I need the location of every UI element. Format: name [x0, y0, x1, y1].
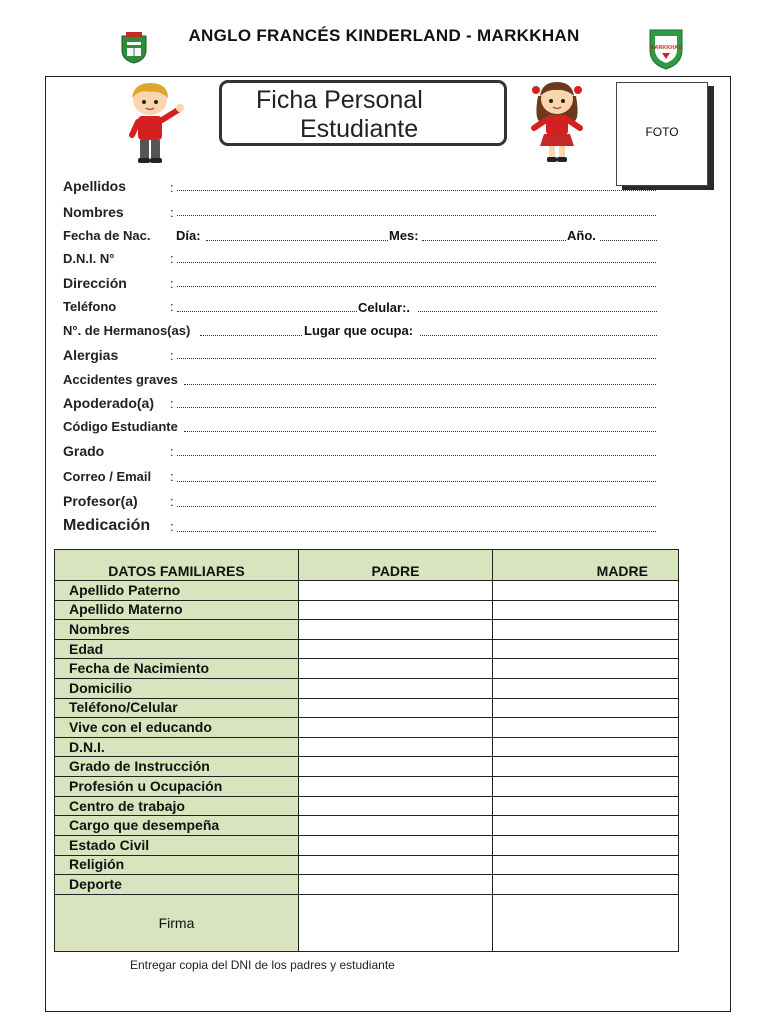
girl-student-illustration — [524, 78, 590, 164]
label-codigo: Código Estudiante — [63, 419, 178, 434]
madre-cell[interactable] — [493, 679, 679, 699]
telefono-input-line[interactable] — [177, 311, 357, 312]
madre-cell[interactable] — [493, 816, 679, 836]
padre-cell[interactable] — [299, 639, 493, 659]
apellidos-input-line[interactable] — [177, 190, 656, 191]
padre-cell[interactable] — [299, 796, 493, 816]
colon: : — [170, 299, 174, 314]
header-madre: MADRE — [493, 550, 679, 581]
header-padre: PADRE — [299, 550, 493, 581]
padre-cell[interactable] — [299, 620, 493, 640]
row-label: Centro de trabajo — [55, 796, 299, 816]
table-row — [55, 816, 679, 836]
table-row — [55, 855, 679, 875]
school-name: ANGLO FRANCÉS KINDERLAND - MARKKHAN — [188, 26, 580, 45]
boy-student-illustration — [120, 80, 190, 166]
table-row — [55, 659, 679, 679]
anio-input-line[interactable] — [600, 240, 657, 241]
label-apoderado: Apoderado(a) — [63, 395, 154, 411]
padre-cell[interactable] — [299, 737, 493, 757]
colon: : — [170, 396, 174, 411]
row-label: Deporte — [55, 875, 299, 895]
label-profesor: Profesor(a) — [63, 493, 138, 509]
row-label: Nombres — [55, 620, 299, 640]
row-label: Apellido Paterno — [55, 581, 299, 601]
padre-cell[interactable] — [299, 816, 493, 836]
markkhan-seal-icon — [648, 26, 684, 70]
header-datos-familiares: DATOS FAMILIARES — [55, 550, 299, 581]
table-row — [55, 757, 679, 777]
accidentes-input-line[interactable] — [184, 384, 656, 385]
photo-label: FOTO — [645, 125, 679, 139]
grado-input-line[interactable] — [177, 455, 656, 456]
label-accidentes: Accidentes graves — [63, 372, 178, 387]
signature-row — [55, 894, 679, 951]
madre-cell[interactable] — [493, 659, 679, 679]
row-label: Fecha de Nacimiento — [55, 659, 299, 679]
profesor-input-line[interactable] — [177, 506, 656, 507]
padre-cell[interactable] — [299, 581, 493, 601]
row-label: Grado de Instrucción — [55, 757, 299, 777]
label-grado: Grado — [63, 443, 105, 459]
table-row — [55, 698, 679, 718]
codigo-input-line[interactable] — [184, 431, 656, 432]
row-label: Apellido Materno — [55, 600, 299, 620]
padre-cell[interactable] — [299, 855, 493, 875]
row-label: Profesión u Ocupación — [55, 777, 299, 797]
nombres-input-line[interactable] — [177, 215, 656, 216]
madre-cell[interactable] — [493, 600, 679, 620]
label-anio: Año. — [567, 228, 596, 243]
padre-cell[interactable] — [299, 718, 493, 738]
colon: : — [170, 444, 174, 459]
row-label: Teléfono/Celular — [55, 698, 299, 718]
lugar-ocupa-input-line[interactable] — [420, 335, 657, 336]
label-nombres: Nombres — [63, 204, 124, 220]
colon: : — [170, 251, 174, 266]
padre-cell[interactable] — [299, 835, 493, 855]
table-row — [55, 777, 679, 797]
label-dni: D.N.I. N° — [63, 251, 115, 266]
medicacion-input-line[interactable] — [177, 531, 656, 532]
label-fecha-nac: Fecha de Nac. — [63, 228, 151, 243]
colon: : — [170, 519, 174, 534]
celular-input-line[interactable] — [418, 311, 657, 312]
madre-cell[interactable] — [493, 639, 679, 659]
table-header-row — [55, 550, 679, 581]
table-row — [55, 581, 679, 601]
hermanos-input-line[interactable] — [200, 335, 302, 336]
footer-note: Entregar copia del DNI de los padres y estudiante — [130, 958, 395, 972]
colon: : — [170, 469, 174, 484]
signature-label: Firma — [55, 894, 299, 951]
table-row — [55, 639, 679, 659]
row-label: Edad — [55, 639, 299, 659]
table-row — [55, 718, 679, 738]
row-label: D.N.I. — [55, 737, 299, 757]
padre-cell[interactable] — [299, 679, 493, 699]
madre-cell[interactable] — [493, 718, 679, 738]
label-direccion: Dirección — [63, 275, 127, 291]
madre-cell[interactable] — [493, 581, 679, 601]
dia-input-line[interactable] — [206, 240, 388, 241]
madre-signature-cell[interactable] — [493, 894, 679, 951]
label-telefono: Teléfono — [63, 299, 117, 314]
label-lugar-ocupa: Lugar que ocupa: — [304, 323, 414, 338]
direccion-input-line[interactable] — [177, 286, 656, 287]
seal-lettering: MARKKHAN — [649, 45, 683, 51]
label-celular: Celular:. — [358, 300, 411, 315]
padre-cell[interactable] — [299, 875, 493, 895]
correo-input-line[interactable] — [177, 481, 656, 482]
padre-cell[interactable] — [299, 698, 493, 718]
table-row — [55, 620, 679, 640]
table-row — [55, 796, 679, 816]
table-row — [55, 875, 679, 895]
colon: : — [170, 494, 174, 509]
colon: : — [170, 180, 174, 195]
padre-cell[interactable] — [299, 757, 493, 777]
colon: : — [170, 276, 174, 291]
row-label: Religión — [55, 855, 299, 875]
table-row — [55, 737, 679, 757]
row-label: Domicilio — [55, 679, 299, 699]
label-mes: Mes: — [389, 228, 419, 243]
apoderado-input-line[interactable] — [177, 407, 656, 408]
dni-input-line[interactable] — [177, 262, 656, 263]
madre-cell[interactable] — [493, 757, 679, 777]
label-dia: Día: — [176, 228, 201, 243]
row-label: Vive con el educando — [55, 718, 299, 738]
label-alergias: Alergias — [63, 347, 119, 363]
form-title-box — [219, 80, 507, 146]
padre-cell[interactable] — [299, 659, 493, 679]
colon: : — [170, 205, 174, 220]
alergias-input-line[interactable] — [177, 358, 656, 359]
photo-box — [616, 82, 708, 186]
padre-cell[interactable] — [299, 777, 493, 797]
padre-signature-cell[interactable] — [299, 894, 493, 951]
family-table-body — [55, 581, 679, 952]
madre-cell[interactable] — [493, 620, 679, 640]
colon: : — [170, 348, 174, 363]
row-label: Estado Civil — [55, 835, 299, 855]
table-row — [55, 679, 679, 699]
padre-cell[interactable] — [299, 600, 493, 620]
madre-cell[interactable] — [493, 777, 679, 797]
madre-cell[interactable] — [493, 835, 679, 855]
mes-input-line[interactable] — [422, 240, 566, 241]
form-title-line1: Ficha Personal — [256, 86, 423, 114]
madre-cell[interactable] — [493, 737, 679, 757]
madre-cell[interactable] — [493, 796, 679, 816]
row-label: Cargo que desempeña — [55, 816, 299, 836]
label-hermanos: N°. de Hermanos(as) — [63, 323, 191, 338]
label-medicacion: Medicación — [63, 517, 151, 534]
table-row — [55, 835, 679, 855]
label-correo: Correo / Email — [63, 469, 152, 484]
madre-cell[interactable] — [493, 855, 679, 875]
form-title-line2: Estudiante — [300, 115, 419, 143]
table-row — [55, 600, 679, 620]
madre-cell[interactable] — [493, 875, 679, 895]
label-apellidos: Apellidos — [63, 178, 127, 194]
madre-cell[interactable] — [493, 698, 679, 718]
family-data-table — [54, 549, 679, 952]
